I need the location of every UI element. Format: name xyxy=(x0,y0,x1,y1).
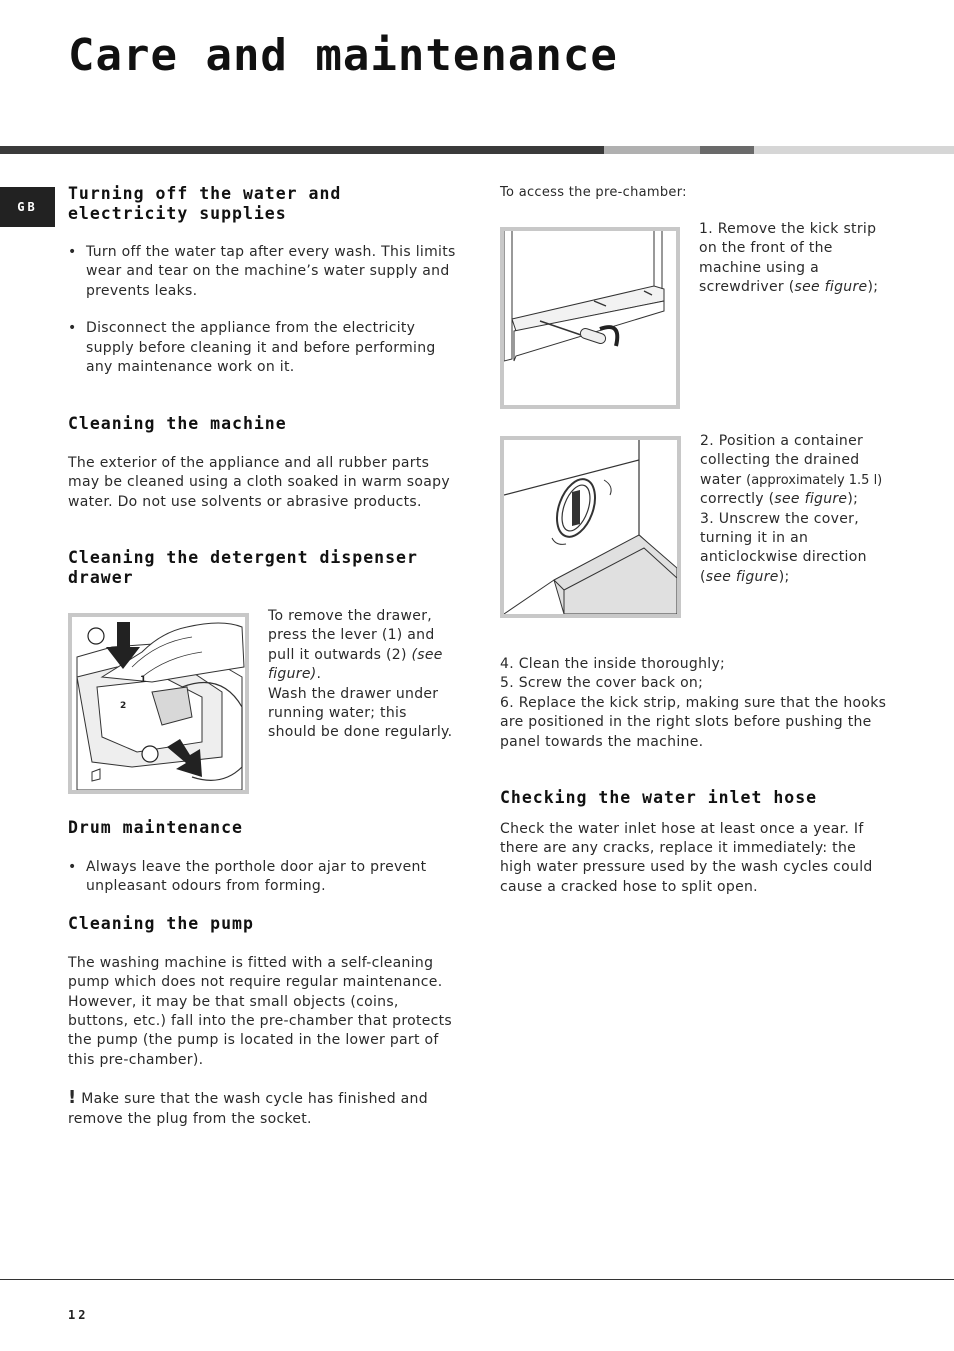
drawer-instructions xyxy=(268,607,458,743)
pre-chamber-intro: To access the pre-chamber: xyxy=(500,185,687,200)
footer-divider xyxy=(0,1279,954,1280)
drum-list xyxy=(68,858,460,897)
heading-drum-maintenance: Drum maintenance xyxy=(68,818,243,837)
step-1-end: ); xyxy=(867,279,879,296)
heading-cleaning-machine: Cleaning the machine xyxy=(68,414,287,434)
step-1-text: 1. Remove the kick strip on the front of the machine using a screwdriver ( xyxy=(699,221,877,296)
list-item: • Turn off the water tap after every wash. This limits wear and tear on the machine’s water supply and prevents leaks. xyxy=(68,243,460,301)
step-2-see-figure: see figure xyxy=(774,491,848,508)
language-tab: GB xyxy=(0,187,55,227)
step-2-text-b: correctly ( xyxy=(700,491,775,508)
warning-mark: ! xyxy=(68,1087,77,1109)
list-item: • Disconnect the appliance from the electricity supply before cleaning it and before performing any maintenance work on it. xyxy=(68,319,460,377)
kick-strip-illustration xyxy=(504,231,676,405)
step-3 xyxy=(700,510,892,588)
drawer-figure xyxy=(68,613,249,794)
step-2 xyxy=(700,432,892,510)
drawer-text-d: Wash the drawer under running water; this should be done regularly. xyxy=(268,685,453,741)
step-2-amount: (approximately 1.5 l) xyxy=(746,472,883,488)
warning-text: Make sure that the wash cycle has finished and remove the plug from the socket. xyxy=(68,1091,428,1127)
step-1-see-figure: see figure xyxy=(794,279,868,296)
kick-strip-figure xyxy=(500,227,680,409)
header-bar-mid xyxy=(604,146,700,154)
drawer-label-2: 2 xyxy=(120,701,127,711)
page-number: 12 xyxy=(68,1308,89,1322)
step-4: 4. Clean the inside thoroughly; xyxy=(500,656,726,672)
left-column-lower xyxy=(68,818,460,1129)
page-title: Care and maintenance xyxy=(68,30,618,81)
header-bar-light xyxy=(754,146,954,154)
drawer-label-1: 1 xyxy=(140,675,147,685)
cleaning-machine-text: The exterior of the appliance and all rubber parts may be cleaned using a cloth soaked in warm soapy water. Do not use solvents or abrasive products. xyxy=(68,454,450,510)
heading-cleaning-pump: Cleaning the pump xyxy=(68,914,254,934)
step-3-text: 3. Unscrew the cover, turning it in an anticlockwise direction ( xyxy=(700,510,867,585)
step-2-end: ); xyxy=(847,491,859,508)
heading-detergent-drawer: Cleaning the detergent dispenser drawer xyxy=(68,548,418,587)
left-column xyxy=(68,184,460,587)
cleaning-pump-text: The washing machine is fitted with a self-cleaning pump which does not require regular maintenance. However, it may be that small objects (coins, buttons, etc.) fall into the pre-chamber that protects the pump (the pump is located in the lower part of this pre-chamber). xyxy=(68,954,453,1068)
drawer-see-figure: (see figure) xyxy=(268,646,443,683)
drawer-illustration xyxy=(72,617,245,790)
water-electricity-list xyxy=(68,243,460,377)
heading-water-electricity: Turning off the water and electricity supplies xyxy=(68,184,342,223)
step-3-see-figure: see figure xyxy=(705,568,779,585)
pump-cover-figure xyxy=(500,436,681,618)
pump-cover-illustration xyxy=(504,440,677,614)
heading-inlet-hose: Checking the water inlet hose xyxy=(500,788,818,808)
header-bar-dark-small xyxy=(700,146,754,154)
list-item: • Always leave the porthole door ajar to prevent unpleasant odours from forming. xyxy=(68,858,460,897)
pump-warning xyxy=(68,1088,460,1129)
drawer-text-a: To remove the drawer, press the lever (1) and pull it outwards (2) xyxy=(268,608,435,663)
step-2-text: 2. Position a container collecting the drained water xyxy=(700,433,864,488)
header-bar-dark xyxy=(0,146,604,154)
step-5: 5. Screw the cover back on; xyxy=(500,675,704,692)
step-1 xyxy=(699,220,889,298)
step-6: 6. Replace the kick strip, making sure that the hooks are positioned in the right slots before pushing the panel towards the machine. xyxy=(500,694,887,750)
inlet-hose-text: Check the water inlet hose at least once a year. If there are any cracks, replace it immediately: the high water pressure used by the wash cycles could cause a cracked hose to split open. xyxy=(500,820,873,895)
steps-4-6 xyxy=(500,655,890,897)
step-3-end: ); xyxy=(778,568,790,585)
drawer-text-c: . xyxy=(316,666,322,683)
steps-2-3 xyxy=(700,432,892,587)
